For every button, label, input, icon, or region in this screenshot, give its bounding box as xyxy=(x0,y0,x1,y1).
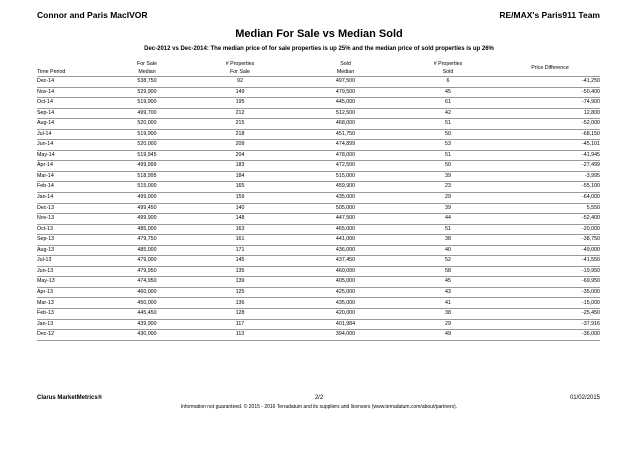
table-row xyxy=(37,245,600,256)
cell-time-period: Mar-13 xyxy=(37,298,109,309)
cell-sold-median: 435,000 xyxy=(295,298,396,309)
table-row xyxy=(37,150,600,161)
cell-props-sold: 23 xyxy=(396,182,500,193)
cell-props-sold: 42 xyxy=(396,108,500,119)
cell-sold-median: 512,500 xyxy=(295,108,396,119)
cell-price-difference: -3,995 xyxy=(500,171,600,182)
col-props-sold-bottom: Sold xyxy=(442,69,454,75)
cell-time-period: Apr-13 xyxy=(37,287,109,298)
cell-props-sold: 51 xyxy=(396,150,500,161)
table-row xyxy=(37,119,600,130)
col-sold-median-top: Sold xyxy=(340,61,351,67)
cell-sold-median: 479,500 xyxy=(295,87,396,98)
cell-props-for-sale: 140 xyxy=(185,203,295,214)
cell-sold-median: 465,000 xyxy=(295,224,396,235)
cell-props-for-sale: 149 xyxy=(185,87,295,98)
table-header xyxy=(37,60,600,77)
cell-for-sale-median: 519,900 xyxy=(109,129,185,140)
cell-props-for-sale: 195 xyxy=(185,98,295,109)
cell-sold-median: 441,000 xyxy=(295,235,396,246)
report-subtitle: Dec-2012 vs Dec-2014: The median price of for sale properties is up 25% and the median price of sold properties is up 26% xyxy=(144,46,494,52)
cell-time-period: Feb-14 xyxy=(37,182,109,193)
cell-props-sold: 45 xyxy=(396,277,500,288)
cell-sold-median: 515,000 xyxy=(295,171,396,182)
cell-price-difference: -25,450 xyxy=(500,309,600,320)
table-row xyxy=(37,309,600,320)
cell-price-difference: -41,250 xyxy=(500,77,600,88)
cell-sold-median: 447,500 xyxy=(295,214,396,225)
cell-for-sale-median: 499,700 xyxy=(109,108,185,119)
cell-props-sold: 29 xyxy=(396,319,500,330)
table-row xyxy=(37,266,600,277)
col-for-sale-median-top: For Sale xyxy=(136,61,158,67)
table-row xyxy=(37,330,600,341)
cell-props-sold: 43 xyxy=(396,287,500,298)
cell-price-difference: -41,550 xyxy=(500,256,600,267)
cell-sold-median: 474,899 xyxy=(295,140,396,151)
col-sold-median-bottom: Median xyxy=(336,69,355,75)
cell-props-sold: 52 xyxy=(396,256,500,267)
table-row xyxy=(37,298,600,309)
cell-price-difference: -52,400 xyxy=(500,214,600,225)
cell-props-for-sale: 163 xyxy=(185,224,295,235)
cell-for-sale-median: 430,000 xyxy=(109,330,185,341)
cell-props-for-sale: 184 xyxy=(185,171,295,182)
cell-price-difference: -35,000 xyxy=(500,287,600,298)
cell-props-for-sale: 125 xyxy=(185,287,295,298)
cell-props-for-sale: 215 xyxy=(185,119,295,130)
table-row xyxy=(37,256,600,267)
cell-props-sold: 53 xyxy=(396,140,500,151)
table-row xyxy=(37,87,600,98)
cell-for-sale-median: 479,950 xyxy=(109,266,185,277)
table-row xyxy=(37,277,600,288)
cell-time-period: Mar-14 xyxy=(37,171,109,182)
cell-time-period: Jul-14 xyxy=(37,129,109,140)
cell-time-period: May-13 xyxy=(37,277,109,288)
cell-sold-median: 505,000 xyxy=(295,203,396,214)
cell-props-sold: 50 xyxy=(396,161,500,172)
cell-price-difference: -15,000 xyxy=(500,298,600,309)
cell-for-sale-median: 450,000 xyxy=(109,298,185,309)
cell-props-for-sale: 92 xyxy=(185,77,295,88)
cell-time-period: Jan-13 xyxy=(37,319,109,330)
table-row xyxy=(37,214,600,225)
table-row xyxy=(37,182,600,193)
cell-price-difference: -52,000 xyxy=(500,119,600,130)
cell-props-sold: 61 xyxy=(396,98,500,109)
table-row xyxy=(37,193,600,204)
cell-props-for-sale: 209 xyxy=(185,140,295,151)
cell-props-sold: 51 xyxy=(396,224,500,235)
cell-price-difference: -68,150 xyxy=(500,129,600,140)
cell-time-period: Feb-13 xyxy=(37,309,109,320)
cell-props-for-sale: 128 xyxy=(185,309,295,320)
page-number: 2/2 xyxy=(314,395,324,401)
cell-time-period: Jan-14 xyxy=(37,193,109,204)
cell-for-sale-median: 518,995 xyxy=(109,171,185,182)
cell-for-sale-median: 519,900 xyxy=(109,98,185,109)
cell-for-sale-median: 520,000 xyxy=(109,119,185,130)
table-row xyxy=(37,77,600,88)
cell-time-period: Jun-14 xyxy=(37,140,109,151)
cell-for-sale-median: 538,750 xyxy=(109,77,185,88)
cell-for-sale-median: 479,000 xyxy=(109,256,185,267)
cell-time-period: Oct-14 xyxy=(37,98,109,109)
cell-time-period: Nov-14 xyxy=(37,87,109,98)
cell-price-difference: -38,750 xyxy=(500,235,600,246)
cell-price-difference: -20,000 xyxy=(500,224,600,235)
cell-props-for-sale: 136 xyxy=(185,298,295,309)
cell-time-period: Sep-14 xyxy=(37,108,109,119)
cell-props-sold: 6 xyxy=(396,77,500,88)
cell-props-sold: 29 xyxy=(396,193,500,204)
cell-for-sale-median: 499,900 xyxy=(109,214,185,225)
table-row xyxy=(37,319,600,330)
table-row xyxy=(37,129,600,140)
cell-props-sold: 39 xyxy=(396,203,500,214)
cell-time-period: Jun-13 xyxy=(37,266,109,277)
cell-price-difference: -36,000 xyxy=(500,330,600,341)
cell-props-for-sale: 212 xyxy=(185,108,295,119)
col-props-sold-top: # Properties xyxy=(433,61,463,67)
cell-for-sale-median: 445,450 xyxy=(109,309,185,320)
cell-props-sold: 40 xyxy=(396,245,500,256)
cell-props-for-sale: 183 xyxy=(185,161,295,172)
cell-time-period: Sep-13 xyxy=(37,235,109,246)
table-row xyxy=(37,203,600,214)
table-row xyxy=(37,171,600,182)
cell-for-sale-median: 485,000 xyxy=(109,245,185,256)
cell-for-sale-median: 529,900 xyxy=(109,87,185,98)
cell-props-for-sale: 148 xyxy=(185,214,295,225)
cell-time-period: Aug-14 xyxy=(37,119,109,130)
cell-price-difference: -37,916 xyxy=(500,319,600,330)
cell-sold-median: 460,000 xyxy=(295,266,396,277)
cell-price-difference: -45,101 xyxy=(500,140,600,151)
cell-props-for-sale: 135 xyxy=(185,266,295,277)
cell-time-period: Dec-14 xyxy=(37,77,109,88)
cell-price-difference: -69,950 xyxy=(500,277,600,288)
cell-time-period: Aug-13 xyxy=(37,245,109,256)
cell-price-difference: -55,100 xyxy=(500,182,600,193)
cell-props-for-sale: 117 xyxy=(185,319,295,330)
agent-name: Connor and Paris MacIVOR xyxy=(37,10,148,20)
cell-time-period: Dec-12 xyxy=(37,330,109,341)
cell-props-for-sale: 218 xyxy=(185,129,295,140)
cell-time-period: Jul-13 xyxy=(37,256,109,267)
cell-props-for-sale: 113 xyxy=(185,330,295,341)
cell-props-for-sale: 161 xyxy=(185,235,295,246)
cell-for-sale-median: 515,000 xyxy=(109,182,185,193)
cell-time-period: Dec-13 xyxy=(37,203,109,214)
cell-for-sale-median: 519,945 xyxy=(109,150,185,161)
cell-for-sale-median: 520,000 xyxy=(109,140,185,151)
cell-sold-median: 401,984 xyxy=(295,319,396,330)
cell-props-sold: 58 xyxy=(396,266,500,277)
cell-props-sold: 51 xyxy=(396,119,500,130)
cell-sold-median: 420,000 xyxy=(295,309,396,320)
cell-for-sale-median: 499,999 xyxy=(109,161,185,172)
cell-props-for-sale: 204 xyxy=(185,150,295,161)
price-table xyxy=(37,60,600,341)
cell-props-sold: 44 xyxy=(396,214,500,225)
cell-sold-median: 436,000 xyxy=(295,245,396,256)
cell-sold-median: 472,500 xyxy=(295,161,396,172)
cell-props-sold: 45 xyxy=(396,87,500,98)
cell-sold-median: 497,500 xyxy=(295,77,396,88)
table-row xyxy=(37,287,600,298)
cell-time-period: Nov-13 xyxy=(37,214,109,225)
table-row xyxy=(37,235,600,246)
cell-props-sold: 41 xyxy=(396,298,500,309)
brokerage-name: RE/MAX's Paris911 Team xyxy=(499,10,600,20)
table-row xyxy=(37,98,600,109)
table-row xyxy=(37,161,600,172)
col-time-period: Time Period xyxy=(37,69,66,75)
report-date: 01/02/2015 xyxy=(569,395,600,401)
cell-for-sale-median: 460,000 xyxy=(109,287,185,298)
cell-props-for-sale: 139 xyxy=(185,277,295,288)
cell-sold-median: 478,000 xyxy=(295,150,396,161)
disclaimer: Information not guaranteed. © 2015 - 2016 Terradatum and its suppliers and licensors (www.terradatum.com/about/partners). xyxy=(180,404,458,410)
table-row xyxy=(37,224,600,235)
cell-sold-median: 435,000 xyxy=(295,193,396,204)
cell-price-difference: -19,950 xyxy=(500,266,600,277)
cell-sold-median: 437,450 xyxy=(295,256,396,267)
col-for-sale-median-bottom: Median xyxy=(138,69,156,75)
cell-props-sold: 49 xyxy=(396,330,500,341)
cell-props-sold: 50 xyxy=(396,129,500,140)
cell-time-period: Oct-13 xyxy=(37,224,109,235)
footer-brand: Clarus MarketMetrics® xyxy=(37,395,103,401)
cell-time-period: May-14 xyxy=(37,150,109,161)
cell-for-sale-median: 474,950 xyxy=(109,277,185,288)
cell-for-sale-median: 479,750 xyxy=(109,235,185,246)
cell-time-period: Apr-14 xyxy=(37,161,109,172)
cell-sold-median: 451,750 xyxy=(295,129,396,140)
table-body xyxy=(37,77,600,341)
cell-sold-median: 405,000 xyxy=(295,277,396,288)
col-props-for-sale-top: # Properties xyxy=(225,61,255,67)
col-price-difference: Price Difference xyxy=(531,65,569,71)
cell-price-difference: 5,550 xyxy=(500,203,600,214)
cell-for-sale-median: 499,000 xyxy=(109,193,185,204)
cell-for-sale-median: 499,450 xyxy=(109,203,185,214)
table-row xyxy=(37,108,600,119)
cell-props-for-sale: 171 xyxy=(185,245,295,256)
cell-price-difference: -74,900 xyxy=(500,98,600,109)
cell-price-difference: -41,945 xyxy=(500,150,600,161)
cell-props-sold: 38 xyxy=(396,235,500,246)
col-props-for-sale-bottom: For Sale xyxy=(229,69,251,75)
cell-price-difference: -50,400 xyxy=(500,87,600,98)
cell-sold-median: 468,000 xyxy=(295,119,396,130)
cell-props-for-sale: 159 xyxy=(185,193,295,204)
report-title: Median For Sale vs Median Sold xyxy=(235,28,403,40)
cell-props-for-sale: 165 xyxy=(185,182,295,193)
cell-sold-median: 394,000 xyxy=(295,330,396,341)
cell-price-difference: -64,000 xyxy=(500,193,600,204)
cell-for-sale-median: 439,900 xyxy=(109,319,185,330)
table-row xyxy=(37,140,600,151)
cell-props-for-sale: 145 xyxy=(185,256,295,267)
cell-price-difference: -27,499 xyxy=(500,161,600,172)
cell-price-difference: -49,000 xyxy=(500,245,600,256)
cell-props-sold: 38 xyxy=(396,309,500,320)
cell-sold-median: 445,000 xyxy=(295,98,396,109)
cell-for-sale-median: 485,000 xyxy=(109,224,185,235)
cell-sold-median: 425,000 xyxy=(295,287,396,298)
cell-props-sold: 39 xyxy=(396,171,500,182)
cell-price-difference: 12,800 xyxy=(500,108,600,119)
cell-sold-median: 459,900 xyxy=(295,182,396,193)
